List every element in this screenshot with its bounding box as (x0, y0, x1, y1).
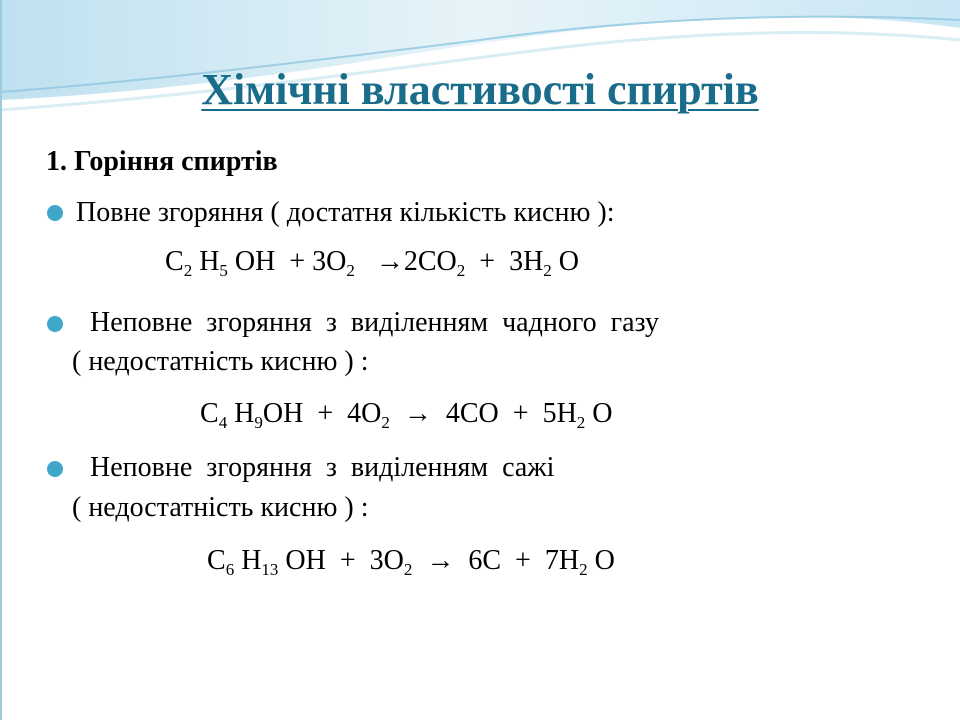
bullet-text-soot-combustion: Неповне згоряння з виділенням сажі (76, 452, 555, 483)
equation-text: O (551, 246, 580, 277)
bullet-text-complete-combustion: Повне згоряння ( достатня кількість кисню ): (76, 197, 615, 228)
equation-subscript: 2 (183, 261, 193, 280)
equation-text: →2CO (354, 246, 457, 277)
equation-subscript: 2 (381, 413, 390, 432)
equation-text: OH + 3O (227, 246, 347, 277)
equation-text: → 6C + 7H (412, 545, 580, 576)
equation-subscript: 4 (218, 413, 228, 432)
equation-subscript: 2 (576, 413, 586, 432)
bullet-text-soot-condition: ( недостатність кисню ) : (72, 492, 369, 523)
bullet-text-co-combustion: Неповне згоряння з виділенням чадного газу (76, 307, 660, 338)
equation-text: OH + 3O (278, 545, 404, 576)
section-heading: 1. Горіння спиртів (46, 146, 278, 177)
equation-text: → 4CO + 5H (389, 398, 577, 429)
equation-subscript: 2 (579, 560, 588, 579)
slide-title: Хімічні властивості спиртів (201, 65, 759, 114)
bullet-dot-icon (47, 461, 63, 477)
equation-subscript: 2 (403, 560, 413, 579)
bullet-dot-icon (47, 316, 63, 332)
equation-subscript: 2 (456, 261, 466, 280)
equation-hexanol-combustion (207, 545, 615, 577)
equation-text: H (227, 398, 255, 429)
equation-subscript: 13 (261, 560, 279, 579)
bullet-dot-icon (47, 205, 63, 221)
equation-text: C (200, 398, 219, 429)
equation-text: O (587, 545, 615, 576)
equation-text: OH + 4O (262, 398, 382, 429)
equation-text: C (165, 246, 184, 277)
equation-text: H (234, 545, 262, 576)
equation-subscript: 2 (543, 261, 552, 280)
equation-subscript: 6 (225, 560, 235, 579)
equation-text: H (192, 246, 220, 277)
equation-subscript: 5 (219, 261, 228, 280)
equation-text: + 3H (465, 246, 544, 277)
equation-butanol-combustion (200, 398, 613, 430)
bullet-text-co-condition: ( недостатність кисню ) : (72, 346, 369, 377)
equation-subscript: 2 (346, 261, 355, 280)
equation-text: C (207, 545, 226, 576)
equation-subscript: 9 (254, 413, 263, 432)
equation-text: O (585, 398, 613, 429)
equation-ethanol-combustion (165, 246, 579, 278)
